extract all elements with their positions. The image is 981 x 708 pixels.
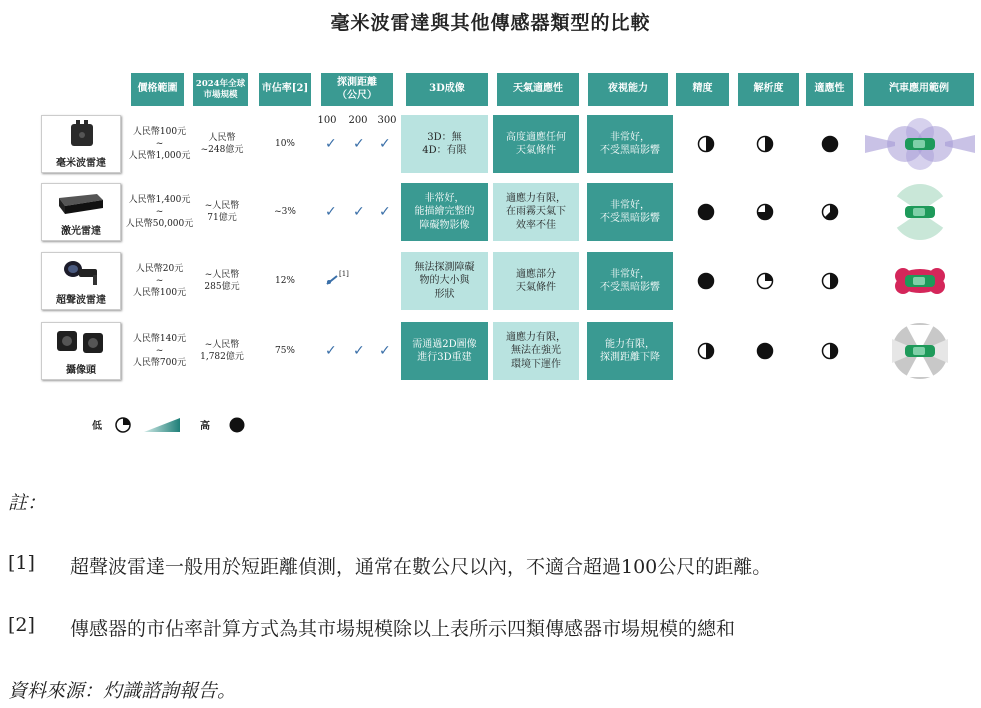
adaptability-rating (821, 135, 839, 157)
resolution-rating (756, 135, 774, 157)
range-check-icon: ✓ (353, 136, 365, 152)
adaptability-rating (821, 203, 839, 225)
sensor-image-box (41, 252, 121, 310)
table-row (0, 322, 981, 380)
sensor-image-box (41, 115, 121, 173)
night-vision-cell: 能力有限， 探測距離下降 (587, 322, 673, 380)
price-range: 人民幣100元 ~ 人民幣1,000元 (128, 126, 191, 162)
imaging-cell: 3D：無 4D：有限 (401, 115, 488, 173)
adaptability-rating-icon (821, 342, 839, 360)
auto-application-example (865, 322, 975, 384)
legend-low-label: 低 (92, 421, 102, 432)
range-check-icon: ✓ (353, 343, 365, 359)
resolution-rating (756, 272, 774, 294)
precision-rating-icon (697, 203, 715, 221)
legend (90, 416, 290, 436)
range-check-icon: ✓ (325, 343, 337, 359)
header-market-share: 市佔率[2] (259, 73, 311, 106)
price-range: 人民幣140元 ~ 人民幣700元 (132, 333, 187, 369)
legend-high-label: 高 (200, 421, 210, 432)
imaging-cell: 無法探測障礙 物的大小與 形狀 (401, 252, 488, 310)
weather-cell: 適應部分 天氣條件 (493, 252, 579, 310)
precision-rating-icon (697, 135, 715, 153)
range-tick-100: 100 (317, 115, 337, 126)
sensor-icon-wrap (51, 325, 111, 363)
footnote-1-marker: [1] (339, 270, 349, 278)
camera-icon (51, 325, 111, 359)
short-range-icon (325, 273, 339, 287)
sensor-image-box (41, 183, 121, 241)
sensor-icon-wrap (51, 118, 111, 156)
market-size: ~人民幣 71億元 (204, 200, 240, 223)
weather-cell: 適應力有限， 在雨霧天氣下 效率不佳 (493, 183, 579, 241)
precision-rating (697, 342, 715, 364)
auto-application-example (865, 183, 975, 245)
market-share: 75% (274, 345, 295, 356)
range-short-marker (325, 272, 339, 291)
note-2-marker: [2] (8, 614, 35, 636)
sensor-name: 超聲波雷達 (56, 295, 106, 306)
header-weather-adaptability: 天氣適應性 (497, 73, 579, 106)
sensor-name: 激光雷達 (61, 226, 101, 237)
table-row (0, 115, 981, 173)
weather-cell: 高度適應任何 天氣條件 (493, 115, 579, 173)
range-check-icon: ✓ (379, 136, 391, 152)
resolution-rating-icon (756, 203, 774, 221)
radar-box-icon (51, 118, 111, 152)
quarter-circle-icon (114, 416, 132, 434)
resolution-rating-icon (756, 135, 774, 153)
precision-rating (697, 203, 715, 225)
sensor-name: 攝像頭 (66, 365, 96, 376)
adaptability-rating-icon (821, 272, 839, 290)
precision-rating (697, 272, 715, 294)
lidar-device-icon (51, 186, 111, 220)
header-resolution: 解析度 (738, 73, 799, 106)
source-note: 資料來源：灼識諮詢報告。 (8, 680, 237, 702)
precision-rating (697, 135, 715, 157)
range-check-icon: ✓ (379, 204, 391, 220)
market-size: ~人民幣 285億元 (204, 269, 240, 292)
header-adaptability: 適應性 (806, 73, 853, 106)
adaptability-rating-icon (821, 135, 839, 153)
imaging-cell: 需通過2D圖像 進行3D重建 (401, 322, 488, 380)
header-3d-imaging: 3D成像 (406, 73, 488, 106)
car-application-diagram (865, 252, 975, 310)
price-range: 人民幣20元 ~ 人民幣100元 (132, 263, 187, 299)
imaging-cell: 非常好， 能描繪完整的 障礙物影像 (401, 183, 488, 241)
range-check-icon: ✓ (325, 136, 337, 152)
note-1-marker: [1] (8, 552, 35, 574)
sensor-icon-wrap (51, 186, 111, 224)
notes-heading: 註： (8, 492, 47, 514)
night-vision-cell: 非常好， 不受黑暗影響 (587, 115, 673, 173)
resolution-rating-icon (756, 342, 774, 360)
header-auto-application: 汽車應用範例 (864, 73, 974, 106)
range-check-icon: ✓ (379, 343, 391, 359)
adaptability-rating (821, 342, 839, 364)
car-application-diagram (865, 183, 975, 241)
gradient-ramp-icon (144, 418, 180, 432)
note-2-text: 傳感器的市佔率計算方式為其市場規模除以上表所示四類傳感器市場規模的總和 (70, 618, 736, 640)
table-row (0, 183, 981, 241)
table-row (0, 252, 981, 310)
resolution-rating (756, 203, 774, 225)
range-tick-300: 300 (377, 115, 397, 126)
price-range: 人民幣1,400元 ~ 人民幣50,000元 (125, 194, 194, 230)
header-price: 價格範圍 (131, 73, 184, 106)
night-vision-cell: 非常好， 不受黑暗影響 (587, 183, 673, 241)
auto-application-example (865, 252, 975, 314)
precision-rating-icon (697, 272, 715, 290)
market-share: 12% (274, 275, 295, 286)
header-detection-range: 探測距離 （公尺） (321, 73, 393, 106)
page-title: 毫米波雷達與其他傳感器類型的比較 (330, 12, 651, 34)
sensor-image-box (41, 322, 121, 380)
auto-application-example (865, 115, 975, 177)
adaptability-rating (821, 272, 839, 294)
night-vision-cell: 非常好， 不受黑暗影響 (587, 252, 673, 310)
adaptability-rating-icon (821, 203, 839, 221)
sensor-name: 毫米波雷達 (56, 158, 106, 169)
header-precision: 精度 (676, 73, 729, 106)
full-circle-icon (228, 416, 246, 434)
car-application-diagram (865, 322, 975, 380)
market-size: 人民幣 ~248億元 (200, 132, 244, 155)
precision-rating-icon (697, 342, 715, 360)
weather-cell: 適應力有限， 無法在強光 環境下運作 (493, 322, 579, 380)
resolution-rating (756, 342, 774, 364)
car-application-diagram (865, 115, 975, 173)
market-share: ~3% (274, 206, 296, 217)
sensor-icon-wrap (51, 255, 111, 293)
header-night-vision: 夜視能力 (588, 73, 668, 106)
header-market-size: 2024年全球 市場規模 (193, 73, 248, 106)
market-size: ~人民幣 1,782億元 (200, 339, 244, 362)
range-check-icon: ✓ (353, 204, 365, 220)
note-1-text: 超聲波雷達一般用於短距離偵測，通常在數公尺以內，不適合超過100公尺的距離。 (70, 556, 772, 578)
resolution-rating-icon (756, 272, 774, 290)
range-tick-200: 200 (348, 115, 368, 126)
ultrasonic-sensor-icon (51, 255, 111, 289)
market-share: 10% (274, 138, 295, 149)
range-check-icon: ✓ (325, 204, 337, 220)
